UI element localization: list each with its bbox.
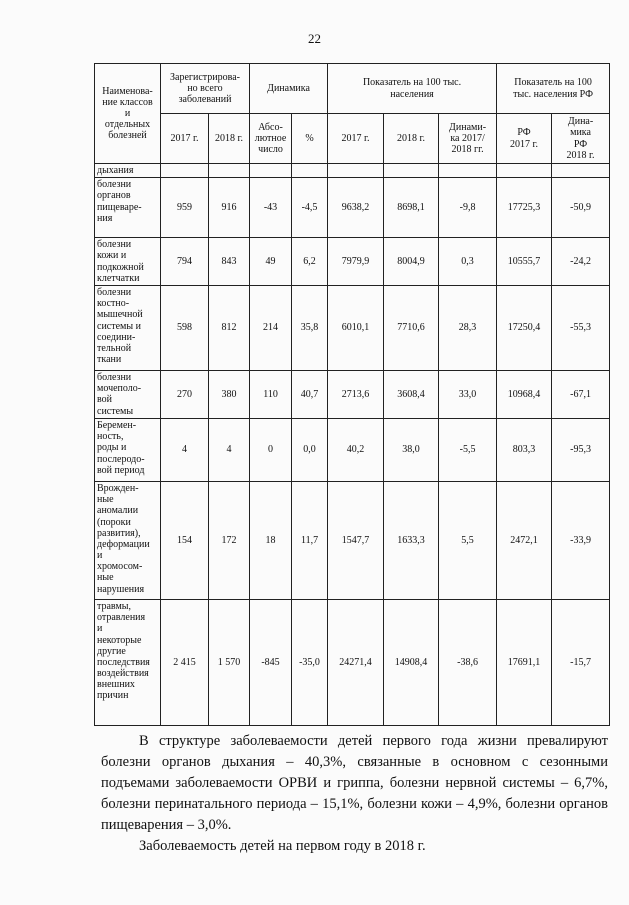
cell-abs: 18 (250, 481, 292, 599)
header-rate-2018-text: 2018 г. (397, 132, 426, 144)
cell-pct: 40,7 (292, 370, 328, 418)
table-row (95, 178, 610, 238)
header-rate-text: Показатель на 100 тыс. населения (362, 77, 462, 100)
row-name: болезни костно- мышечной системы и соедини- тельной ткани (97, 286, 143, 366)
cell-pct: 0,0 (292, 418, 328, 481)
header-rf-dynamics-text: Дина- мика РФ 2018 г. (566, 116, 595, 161)
cell-rate2017: 2713,6 (328, 370, 384, 418)
empty-cell (161, 164, 209, 178)
cell-y2017: 794 (161, 238, 209, 286)
empty-cell (209, 164, 250, 178)
cell-rate-dyn: -38,6 (439, 599, 497, 725)
header-registered-group (161, 64, 250, 114)
cell-y2017: 154 (161, 481, 209, 599)
cell-rate2018: 14908,4 (384, 599, 439, 725)
cell-rate2018: 3608,4 (384, 370, 439, 418)
row-name: болезни мочеполо- вой системы (97, 371, 142, 417)
paragraph-structure: В структуре заболеваемости детей первого года жизни превалируют болезни органов дыхания – 40,3%, связанные в основном с сезонными подъемами заболеваемости ОРВИ и гриппа, болезни нервной системы – 6,7%, болезни перинатального периода – 15,1%, болезни кожи – 4,9%, болезни органов пищеварения – 3,0%. (101, 733, 608, 833)
cell-pct: -4,5 (292, 178, 328, 238)
cell-rf-dyn: -55,3 (552, 285, 610, 370)
cell-rate2017: 1547,7 (328, 481, 384, 599)
header-name-text: Наименова- ние классов и отдельных болезней (102, 85, 153, 142)
cell-rate2017: 9638,2 (328, 178, 384, 238)
header-rf-2017-text: РФ 2017 г. (510, 127, 539, 150)
table-row (95, 285, 610, 370)
header-dynamics-group (250, 64, 328, 114)
cell-y2017: 598 (161, 285, 209, 370)
continuation-row (95, 164, 610, 178)
cell-rate2018: 38,0 (384, 418, 439, 481)
cell-rate-dyn: -5,5 (439, 418, 497, 481)
header-name-column (95, 64, 161, 164)
table-row (95, 418, 610, 481)
cell-rf-dyn: -15,7 (552, 599, 610, 725)
cell-y2017: 4 (161, 418, 209, 481)
cell-rate-dyn: 28,3 (439, 285, 497, 370)
row-name-cell (95, 599, 161, 725)
cell-rate-dyn: 5,5 (439, 481, 497, 599)
cell-y2017: 270 (161, 370, 209, 418)
header-year-2018 (209, 114, 250, 164)
header-rate-2017-text: 2017 г. (341, 132, 370, 144)
cell-rf2017: 17691,1 (497, 599, 552, 725)
cell-abs: 49 (250, 238, 292, 286)
cell-rf2017: 803,3 (497, 418, 552, 481)
header-registered-text: Зарегистрирова- но всего заболеваний (170, 71, 240, 106)
cell-y2018: 380 (209, 370, 250, 418)
cell-pct: 35,8 (292, 285, 328, 370)
cell-rate2018: 7710,6 (384, 285, 439, 370)
row-name: болезни органов пищеваре- ния (97, 179, 142, 224)
cell-abs: 214 (250, 285, 292, 370)
empty-cell (552, 164, 610, 178)
cell-rf-dyn: -33,9 (552, 481, 610, 599)
cell-rate2018: 1633,3 (384, 481, 439, 599)
header-year-2017 (161, 114, 209, 164)
row-name-cell (95, 178, 161, 238)
header-rate-2017 (328, 114, 384, 164)
cell-rf-dyn: -50,9 (552, 178, 610, 238)
header-absolute (250, 114, 292, 164)
header-rate-dynamics (439, 114, 497, 164)
cell-abs: 0 (250, 418, 292, 481)
empty-cell (292, 164, 328, 178)
cell-rate2018: 8004,9 (384, 238, 439, 286)
row-name: болезни кожи и подкожной клетчатки (97, 239, 144, 284)
row-name-cell (95, 285, 161, 370)
page-number: 22 (308, 31, 321, 46)
cell-pct: 11,7 (292, 481, 328, 599)
continuation-cell (95, 164, 161, 178)
cell-rate2017: 7979,9 (328, 238, 384, 286)
header-absolute-text: Абсо- лютное число (254, 121, 287, 156)
body-text (101, 731, 608, 857)
continuation-text: дыхания (97, 165, 134, 176)
cell-rate2017: 6010,1 (328, 285, 384, 370)
header-year-2018-text: 2018 г. (215, 132, 243, 144)
empty-cell (439, 164, 497, 178)
header-rate-2018 (384, 114, 439, 164)
header-rf-2017 (497, 114, 552, 164)
cell-pct: -35,0 (292, 599, 328, 725)
cell-abs: 110 (250, 370, 292, 418)
row-name: Врожден- ные аномалии (пороки развития), деформации и хромосом- ные нарушения (97, 482, 150, 595)
cell-rf-dyn: -95,3 (552, 418, 610, 481)
header-percent (292, 114, 328, 164)
paragraph-caption: Заболеваемость детей на первом году в 2018 г. (139, 838, 426, 854)
header-rf-dynamics (552, 114, 610, 164)
cell-rf2017: 17725,3 (497, 178, 552, 238)
row-name-cell (95, 370, 161, 418)
cell-pct: 6,2 (292, 238, 328, 286)
table-row (95, 238, 610, 286)
header-rate-group (328, 64, 497, 114)
table-row (95, 599, 610, 725)
cell-y2018: 812 (209, 285, 250, 370)
header-rate-dynamics-text: Динами- ка 2017/ 2018 гг. (449, 121, 487, 156)
header-rf-group (497, 64, 610, 114)
cell-y2018: 916 (209, 178, 250, 238)
empty-cell (328, 164, 384, 178)
cell-y2018: 4 (209, 418, 250, 481)
cell-rate2018: 8698,1 (384, 178, 439, 238)
cell-rf2017: 2472,1 (497, 481, 552, 599)
cell-rf2017: 10968,4 (497, 370, 552, 418)
cell-rate2017: 40,2 (328, 418, 384, 481)
row-name: травмы, отравления и некоторые другие последствия воздействия внешних причин (97, 600, 150, 702)
row-name-cell (95, 418, 161, 481)
morbidity-table (94, 63, 610, 726)
table-row (95, 370, 610, 418)
cell-rf-dyn: -24,2 (552, 238, 610, 286)
cell-rate-dyn: -9,8 (439, 178, 497, 238)
cell-rate-dyn: 0,3 (439, 238, 497, 286)
header-percent-text: % (305, 132, 314, 144)
row-name: Беремен- ность, роды и послеродо- вой период (97, 419, 145, 476)
header-year-2017-text: 2017 г. (170, 132, 199, 144)
cell-y2018: 843 (209, 238, 250, 286)
empty-cell (384, 164, 439, 178)
header-dynamics-text: Динамика (267, 82, 310, 94)
cell-y2017: 959 (161, 178, 209, 238)
empty-cell (497, 164, 552, 178)
table-row (95, 481, 610, 599)
header-rf-text: Показатель на 100 тыс. населения РФ (513, 77, 593, 100)
cell-abs: -43 (250, 178, 292, 238)
cell-rate2017: 24271,4 (328, 599, 384, 725)
row-name-cell (95, 238, 161, 286)
cell-rf-dyn: -67,1 (552, 370, 610, 418)
table-body (95, 164, 610, 726)
cell-rf2017: 17250,4 (497, 285, 552, 370)
cell-y2018: 1 570 (209, 599, 250, 725)
cell-rate-dyn: 33,0 (439, 370, 497, 418)
cell-abs: -845 (250, 599, 292, 725)
empty-cell (250, 164, 292, 178)
row-name-cell (95, 481, 161, 599)
cell-rf2017: 10555,7 (497, 238, 552, 286)
cell-y2018: 172 (209, 481, 250, 599)
cell-y2017: 2 415 (161, 599, 209, 725)
